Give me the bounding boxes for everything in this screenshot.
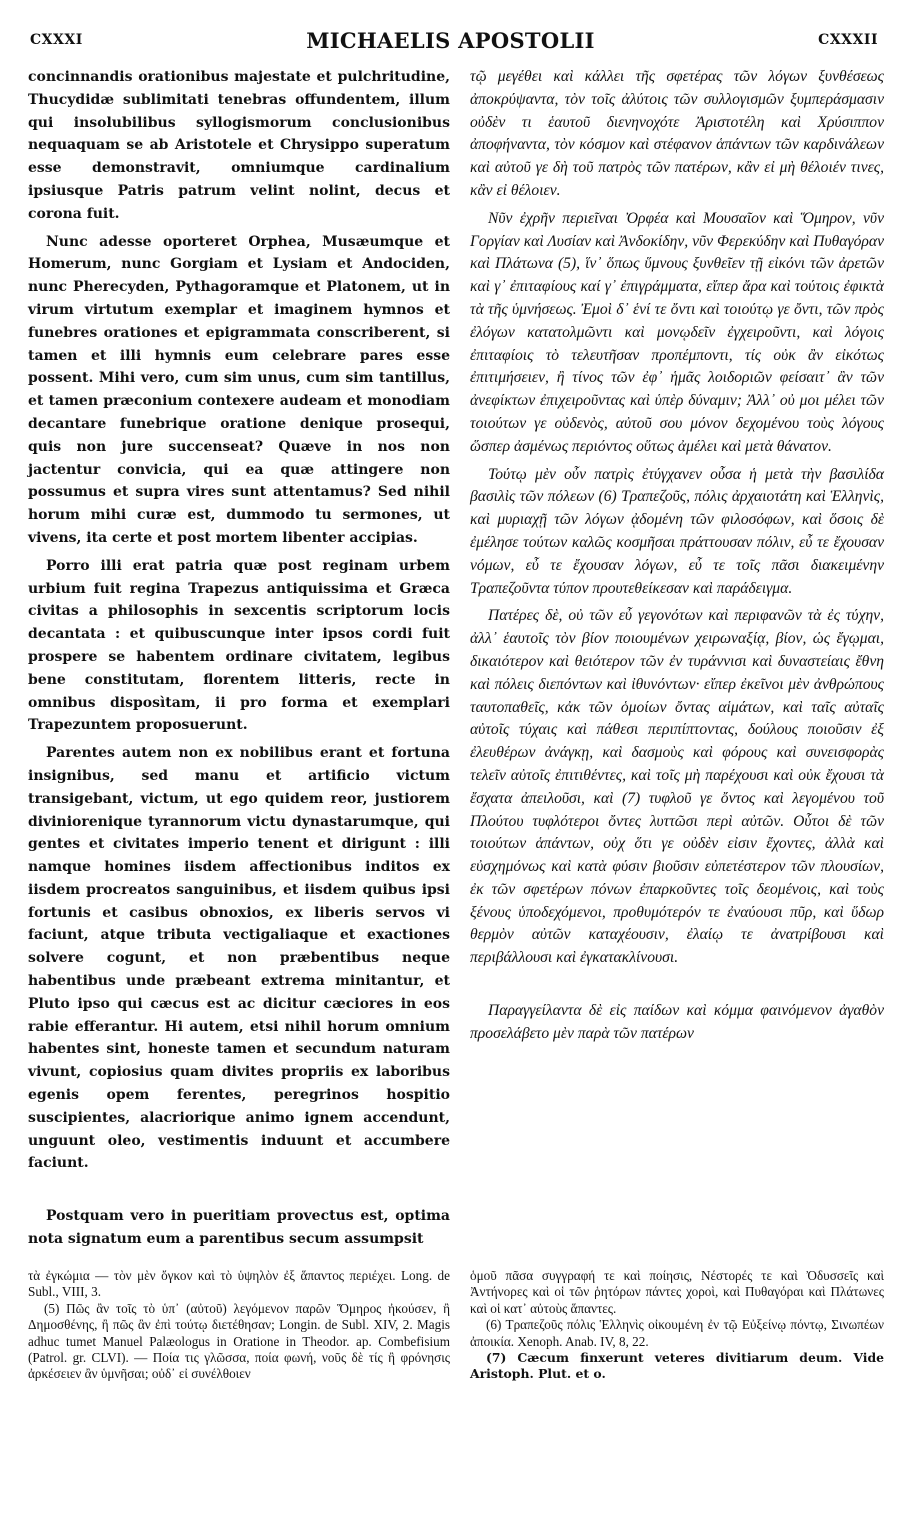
footnotes-right [470,1268,884,1383]
greek-paragraph: Τούτῳ μὲν οὖν πατρὶς ἐτύγχανεν οὖσα ἡ μετὰ τὴν βασιλίδα βασιλὶς τῶν πόλεων (6) Τραπεζοῦς, πόλις ἀρχαιοτάτη καὶ Ἑλληνὶς, καὶ μυριαχῇ τῶν λόγων ᾀδομένη τῶν φιλοσόφων, καὶ ὅσοις δὲ ἐμέλησε τούτων καλῶς κοσμῆσαι πράττουσαν πόλιν, εὖ τε ἔχουσαν νόμων, εὖ τε ἔχουσαν λόγων, εὖ τε τοῖς πᾶσι διακειμένην Τραπεζοῦντα τύπον προυτεθείκεσαν καὶ παράδειγμα. [470,465,884,597]
latin-column [28,66,450,1251]
footnotes-left [28,1268,450,1383]
footnote: (7) Cæcum finxerunt veteres divitiarum deum. Vide Aristoph. Plut. et o. [470,1350,884,1382]
footnote: (5) Πῶς ἂν τοῖς τὸ ὑπ᾽ (αὐτοῦ) λεγόμενον παρῶν Ὅμηρος ἠκούσεν, ἢ Δημοσθένης, ἢ πῶς ἂν ἐπὶ τούτῳ διετέθησαν; Longin. de Subl. XIV, 2. Magis adhuc tumet Manuel Palæologus in Oratione in Theodor. ap. Combefisium (Patrol. gr. CLVI). — Ποία τις γλῶσσα, ποία φωνή, νοῦς δὲ τίς ἢ φρόνησις ἀρκέσειεν ἂν ὑμνῆσαι; οὐδ᾽ εἰ συνέλθοιεν [28,1300,450,1382]
greek-column [470,66,884,1046]
page-number-right: CXXXII [818,32,878,48]
latin-paragraph: concinnandis orationibus majestate et pulchritudine, Thucydidæ sublimitati tenebras offundentem, illum qui insolubilibus syllogismorum conclusionibus nequaquam se ab Aristotele et Chrysippo superatum esse demonstravit, omniumque cardinalium ipsiusque Patris patrum velint nolint, decus et corona fuit. [28,69,450,222]
footnote: τὰ ἐγκώμια — τὸν μὲν ὄγκον καὶ τὸ ὑψηλὸν ἐξ ἅπαντος περιέχει. Long. de Subl., VIII, 3. [28,1268,450,1300]
greek-paragraph: τῷ μεγέθει καὶ κάλλει τῆς σφετέρας τῶν λόγων ξυνθέσεως ἀποκρύψαντα, τὸν τοῖς ἀλύτοις τῶν συλλογισμῶν ξυμπεράσμασιν οὐδὲν τι ἑαυτοῦ διενηνοχότε Ἀριστοτέλη καὶ Χρύσιππον ἀποφήναντα, τὸν κόσμον καὶ στέφανον ἁπάντων τῶν καρδινάλεων καὶ αὐτοῦ γε δὴ τοῦ πατρὸς τῶν πατέρων, κἂν εἰ μὴ θέλοιέν τινες, κἂν εἰ θέλοιεν. [470,68,884,199]
greek-paragraph: Νῦν ἐχρῆν περιεῖναι Ὀρφέα καὶ Μουσαῖον καὶ Ὅμηρον, νῦν Γοργίαν καὶ Λυσίαν καὶ Ἀνδοκίδην, νῦν Φερεκύδην καὶ Πυθαγόραν καὶ Πλάτωνα (5), ἵν᾽ ὅπως ὕμνους ξυνθεῖεν τῇ εἰκόνι τῶν ἀρετῶν καὶ γ᾽ ἐπιταφίους καί γ᾽ ἐπιγράμματα, εἴπερ ἄρα καὶ τούτοις ἐφικτὰ τὰ τῆς ὑμνήσεως. Ἐμοὶ δ᾽ ἑνί τε ὄντι καὶ τοιούτῳ γε ὄντι, τῶν πρὸς ἐλόγων κατατολμῶντι καὶ μονῳδεῖν ἐγχειροῦντι, καὶ λόγοις ἐπιταφίοις τὸ τελευτῆσαν προπέμποντι, τίς οὐκ ἂν εἰκότως ἐπιτιμήσειεν, ἢ τίνος τῶν ἐφ᾽ ἡμᾶς λοιδοριῶν φείσαιτ᾽ ἂν τῶν ἀνεφίκτων ἐπιχειροῦντας καὶ ὑπὲρ δύναμιν; Ἀλλ᾽ οὐ μοι μέλει τῶν τοιούτων γε οὐδενὸς, αὐτοῦ σου μόνον δεχομένου τοὺς λόγους ὥσπερ ἀσμένως περιόντος οὕτως ἀμέλει καὶ μετὰ θάνατον. [470,209,884,455]
latin-paragraph: Porro illi erat patria quæ post reginam urbem urbium fuit regina Trapezus antiquissima et Græca civitas a philosophis in sexcentis scriptorum locis decantata : et quibuscunque inter ipsos cordi fuit prospere se habentem ordinare civitatem, legibus bene constitutam, florentem litteris, recte in omnibus disposìtam, ii pro forma et exemplari Trapezuntem proposuerunt. [28,557,450,734]
page-number-left: CXXXI [30,32,83,48]
latin-paragraph: Nunc adesse oporteret Orphea, Musæumque et Homerum, nunc Gorgiam et Lysiam et Andociden, nunc Pherecyden, Pythagoramque et Platonem, ut in virum virtutum exemplar et imaginem hymnos et funebres orationes et epigrammata conscriberent, si tamen et illi hymnis eum celebrare pares esse possent. Mihi vero, cum sim unus, cum sim tantillus, et tamen præconium contexere audeam et monodiam decantare funebrique oratione denique prosequi, quis non jure succenseat? Quæve in nos non jactentur convicia, qui ea quæ attingere non possumus et supra vires sunt attentamus? Sed nihil horum mihi curæ est, dummodo tu sermones, ut vivens, ita certe et post mortem libenter accipias. [28,233,450,546]
running-title: MICHAELIS APOSTOLII [306,27,595,53]
footnote: ὁμοῦ πᾶσα συγγραφή τε καὶ ποίησις, Νέστορές τε καὶ Ὀδυσσεῖς καὶ Ἀντήνορες καὶ οἱ τῶν ῥητόρων πάντες χοροὶ, καὶ Πυθαγόραι καὶ Πλάτωνες καὶ οἱ κατ᾽ αὐτοὺς ἅπαντες. [470,1268,884,1316]
running-head [30,22,878,58]
footnote: (6) Τραπεζοῦς πόλις Ἑλληνὶς οἰκουμένη ἐν τῷ Εὐξείνῳ πόντῳ, Σινωπέων ἀποικία. Xenoph. Anab. IV, 8, 22. [470,1317,884,1349]
latin-paragraph: Parentes autem non ex nobilibus erant et fortuna insignibus, sed manu et artificio victum transigebant, victum, ut ego quidem reor, justiorem diviniorenique tyrannorum victu dynastarumque, qui gentes et civitates imperio tenent et dirigunt : illi namque homines iisdem affectionibus inditos ex iisdem procreatos sanguinibus, et iisdem quibus ipsi fortunis et casibus obnoxios, ex liberis servos vi faciunt, atque tributa vectigaliaque et exactiones solvere cogunt, et non præbentibus neque habentibus unde præbeant extrema minitantur, et Pluto ipso qui cæcus est ac dicitur cæciores in eos rabie efferantur. Hi autem, etsi nihil horum omnium habentes sint, honeste tamen et secundum naturam vivunt, copiosius quam divites propriis ex laboribus egenis opem ferentes, peregrinos hospitio suscipientes, alacriorique animo ignem accendunt, unguunt oleo, vestimentis induunt et accumbere faciunt. [28,745,450,1172]
greek-paragraph: Πατέρες δὲ, οὐ τῶν εὖ γεγονότων καὶ περιφανῶν τὰ ἐς τύχην, ἀλλ᾽ ἑαυτοῖς τὸν βίον ποιουμένων χειρωναξίᾳ, βίον, ὡς ἔγῳμαι, δικαιότερον καὶ θειότερον τῶν ἐν τυράννισι καὶ δυναστείαις ἔθνη καὶ πόλεις διεπόντων καὶ ἰθυνόντων· εἴπερ ἐκεῖνοι μὲν ἀνθρώπους ταυτοπαθεῖς, κἀκ τῶν ὁμοίων ὄντας αἱμάτων, καὶ ταῖς αὐταῖς αὐτοῖς τύχαις καὶ πάθεσι περιπίπτοντας, δούλους ποιοῦσιν ἐξ ἐλευθέρων ἀνάγκῃ, καὶ δασμοὺς καὶ φόρους καὶ συνεισφορὰς τελεῖν αὐτοῖς ἐπιτιθέντες, καὶ τοῖς μὴ παρέχουσι καὶ οὐκ ἔχουσι τὰ ἔσχατα ἀπειλοῦσι, καὶ (7) τυφλοῦ γε ὄντος καὶ λεγομένου τοῦ Πλούτου τυφλότεροι ὄντες λυττῶσι περὶ αὐτῶν. Οὗτοι δὲ τῶν τοιούτων ἁπάντων, οὐχ ὅτι γε οὐδὲν εἰσιν ἔχοντες, ἀλλὰ καὶ εὐσχημόνως καὶ κατὰ φύσιν βιοῦσιν εὐπετέστερον τῶν πλουσίων, ἐκ τῶν σφετέρων πόνων ἐπαρκοῦντες τοῖς δεομένοις, καὶ τοὺς ξένους ὑποδεχόμενοι, προθυμότερόν τε ἐναύουσι πῦρ, καὶ ὕδωρ θερμὸν αὐτῶν καταχέουσιν, ἐλαίῳ τε ἀνατρίβουσι καὶ περιβάλλουσι καὶ ἐγκατακλίνουσι. [470,607,884,967]
greek-paragraph: Παραγγείλαντα δὲ εἰς παίδων καὶ κόμμα φαινόμενον ἀγαθὸν προσελάβετο μὲν παρὰ τῶν πατέρων [470,1002,884,1042]
latin-paragraph: Postquam vero in pueritiam provectus est, optima nota signatum eum a parentibus secum assumpsit [28,1208,450,1248]
